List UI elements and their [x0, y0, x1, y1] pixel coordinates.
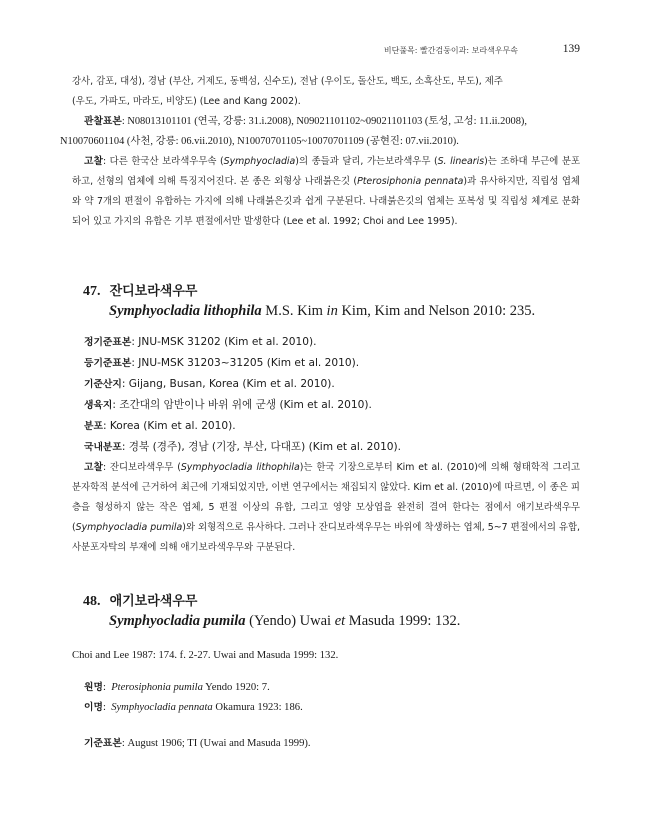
basionym-name: Pterosiphonia pumila — [111, 682, 203, 693]
references-line: Choi and Lee 1987: 174. f. 2-27. Uwai and Masuda 1999: 132. — [72, 650, 339, 661]
field-label: 등기준표본 — [84, 358, 132, 369]
specimens-paragraph — [60, 112, 580, 152]
basionym-label: 원명 — [84, 682, 103, 693]
field-label: 생육지 — [84, 400, 113, 411]
species-name: Symphyocladia pumila — [75, 522, 183, 533]
species-number: 48. — [83, 594, 101, 609]
field-value: : Korea (Kim et al. 2010). — [102, 420, 236, 432]
type-line — [72, 734, 580, 754]
field-line — [72, 374, 580, 395]
scientific-name: Symphyocladia pumila — [109, 613, 246, 629]
specimens-text: N10070601104 (사천, 강릉: 06.vii.2010), N10070701105~10070701109 (공현진: 07.vii.2010). — [60, 136, 459, 147]
species-48-body — [72, 646, 580, 754]
remarks-label: 고찰 — [84, 462, 103, 473]
authority: (Yendo) Uwai — [245, 613, 335, 629]
field-line — [72, 437, 580, 458]
distribution-line: 강사, 감포, 대성), 경남 (부산, 거제도, 동백섬, 신수도), 전남 (우이도, 돌산도, 백도, 소흑산도, 부도), 제주 — [72, 76, 503, 87]
korean-name: 애기보라색우무 — [109, 594, 198, 609]
field-label: 국내분포 — [84, 442, 122, 453]
synonym-author: Okamura 1923: 186. — [212, 702, 303, 713]
species-title — [83, 282, 583, 301]
species-47-heading — [83, 282, 583, 322]
distribution-line: (우도, 가파도, 마라도, 비양도) (Lee and Kang 2002). — [72, 96, 301, 107]
page-number: 139 — [562, 43, 580, 55]
remarks-text: )와 외형적으로 유사하다. 그러나 잔디보라색우무는 바위에 착생하는 엽체, 5~7 편절에서의 유합, 사분포자탁의 부재에 의해 애기보라색우무와 구분된다. — [72, 522, 580, 553]
synonym-name: Symphyocladia pennata — [111, 702, 213, 713]
authority: Masuda 1999: 132. — [345, 613, 461, 629]
korean-name: 잔디보라색우무 — [109, 284, 198, 299]
type-value: : August 1906; TI (Uwai and Masuda 1999). — [121, 738, 311, 749]
species-48-heading — [83, 592, 583, 632]
field-value: : 경북 (경주), 경남 (기장, 부산, 다대포) (Kim et al. 2010). — [121, 441, 402, 453]
species-name: Pterosiphonia pennata — [357, 176, 464, 187]
field-value: : Gijang, Busan, Korea (Kim et al. 2010). — [121, 378, 335, 390]
species-47-body — [72, 332, 580, 558]
species-title — [83, 592, 583, 611]
species-name: Symphyocladia lithophila — [180, 462, 300, 473]
field-value: : 조간대의 암반이나 바위 위에 군생 (Kim et al. 2010). — [112, 399, 372, 411]
remarks-paragraph — [72, 152, 580, 232]
previous-species-section — [60, 72, 581, 232]
synonym-label: 이명 — [84, 702, 103, 713]
type-label: 기준표본 — [84, 738, 122, 749]
page-header — [72, 43, 580, 59]
basionym-line: 원명: Pterosiphonia pumila Yendo 1920: 7. — [84, 682, 270, 693]
genus-name: Symphyocladia — [223, 156, 296, 167]
remarks-paragraph — [72, 458, 580, 558]
field-line — [72, 395, 580, 416]
species-number: 47. — [83, 284, 101, 299]
field-list — [72, 332, 580, 458]
remarks-text: )는 조하대 부근에 분포하고, 선형의 엽체에 의해 특징지어진다. 본 종은 외형상 나래붉은깃 ( — [72, 156, 581, 187]
field-line — [72, 416, 580, 437]
field-line — [72, 353, 580, 374]
remarks-text: )의 종들과 달리, 가는보라색우무 ( — [295, 156, 438, 167]
basionym-author: Yendo 1920: 7. — [202, 682, 270, 693]
species-name: S. linearis — [437, 156, 485, 167]
synonym-line: 이명: Symphyocladia pennata Okamura 1923: 186. — [84, 702, 303, 713]
authority-et: et — [334, 613, 346, 629]
field-label: 분포 — [84, 421, 103, 432]
remarks-text: )과 유사하지만, 직립성 엽체와 약 7개의 편절이 유합하는 가지에 의해 나래붉은깃과 쉽게 구분된다. 나래붉은깃의 엽체는 포복성 및 직립성 체계로 분화되어 있고 가지의 유합은 기부 편절에서만 발생한다 (Lee et al. 1992; Choi and Lee 1995). — [72, 176, 580, 227]
scientific-name-line — [83, 301, 583, 322]
field-label: 정기준표본 — [84, 337, 132, 348]
scientific-name-line — [83, 611, 583, 632]
field-label: 기준산지 — [84, 379, 122, 390]
field-value: : JNU-MSK 31203~31205 (Kim et al. 2010). — [131, 357, 360, 369]
field-value: : JNU-MSK 31202 (Kim et al. 2010). — [131, 336, 317, 348]
remarks-text: : 잔디보라색우무 ( — [102, 462, 181, 473]
authority: Kim, Kim and Nelson 2010: 235. — [337, 303, 536, 319]
scientific-name: Symphyocladia lithophila — [109, 303, 262, 319]
specimens-label: 관찰표본 — [84, 116, 122, 127]
field-line — [72, 332, 580, 353]
remarks-label: 고찰 — [84, 156, 103, 167]
authority-in: in — [326, 303, 338, 319]
remarks-text: )는 한국 기장으로부터 Kim et al. (2010)에 의해 형태학적 그리고 분자학적 분석에 근거하여 최근에 기재되었지만, 이번 연구에서는 채집되지 않았다. Kim et al. (2010)에 따르면, 이 종은 피층을 형성하지 않는 작은 엽체, 5 편절 이상의 유합, 그리고 영양 모상엽을 완전히 결여 한다는 점에서 애기보라색우무 ( — [72, 462, 580, 533]
specimens-text: : N08013101101 (연곡, 강릉: 31.i.2008), N09021101102~09021101103 (토성, 고성: 11.ii.2008), — [121, 116, 527, 127]
running-title: 비단풀목: 빨간검둥이과: 보라색우무속 — [383, 46, 518, 55]
authority: M.S. Kim — [261, 303, 327, 319]
remarks-text: : 다른 한국산 보라색우무속 ( — [102, 156, 224, 167]
